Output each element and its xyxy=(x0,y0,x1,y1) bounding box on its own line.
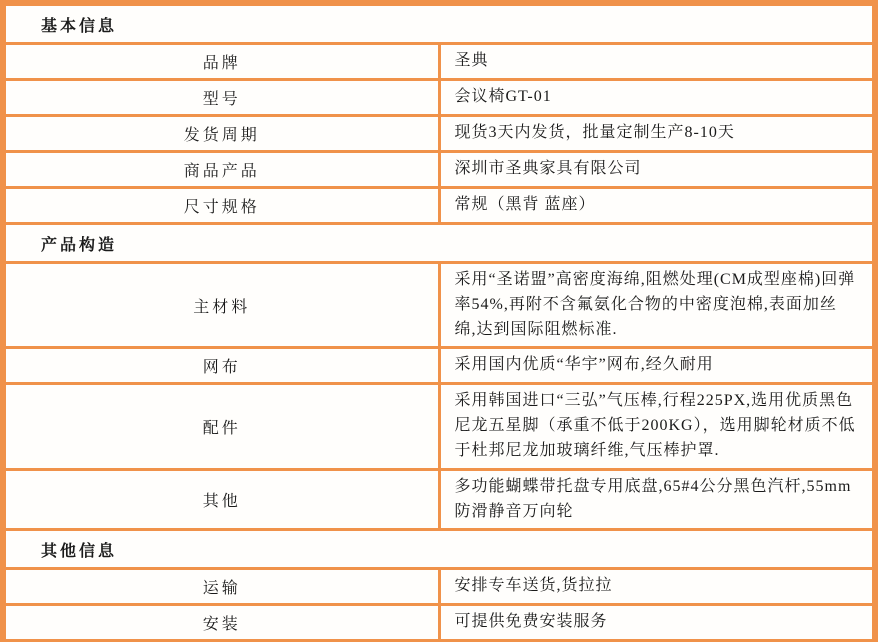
row-size-spec xyxy=(5,188,874,224)
spec-value-accessories: 采用韩国进口“三弘”气压棒,行程225PX,选用优质黑色尼龙五星脚（承重不低于200KG），选用脚轮材质不低于杜邦尼龙加玻璃纤维,气压棒护罩. xyxy=(439,384,874,469)
spec-value-shipping: 安排专车送货,货拉拉 xyxy=(439,569,874,605)
spec-value-other: 多功能蝴蝶带托盘专用底盘,65#4公分黑色汽杆,55mm防滑静音万向轮 xyxy=(439,469,874,530)
section-row-other-info xyxy=(5,530,874,569)
spec-label-brand: 品牌 xyxy=(5,44,440,80)
row-accessories xyxy=(5,384,874,469)
spec-value-main-material: 采用“圣诺盟”高密度海绵,阻燃处理(CM成型座棉)回弹率54%,再附不含氟氨化合物的中密度泡棉,表面加丝绵,达到国际阻燃标准. xyxy=(439,263,874,348)
section-header-basic-info: 基本信息 xyxy=(5,5,874,44)
spec-label-size-spec: 尺寸规格 xyxy=(5,188,440,224)
row-main-material xyxy=(5,263,874,348)
spec-label-mesh-fabric: 网布 xyxy=(5,348,440,384)
spec-label-accessories: 配件 xyxy=(5,384,440,469)
spec-value-model: 会议椅GT-01 xyxy=(439,80,874,116)
product-spec-table xyxy=(3,3,875,642)
spec-value-brand: 圣典 xyxy=(439,44,874,80)
spec-value-delivery-cycle: 现货3天内发货，批量定制生产8-10天 xyxy=(439,116,874,152)
section-header-other-info: 其他信息 xyxy=(5,530,874,569)
spec-label-shipping: 运输 xyxy=(5,569,440,605)
row-model xyxy=(5,80,874,116)
row-shipping xyxy=(5,569,874,605)
spec-label-installation: 安装 xyxy=(5,605,440,641)
spec-value-mesh-fabric: 采用国内优质“华宇”网布,经久耐用 xyxy=(439,348,874,384)
spec-label-other: 其他 xyxy=(5,469,440,530)
section-row-basic-info xyxy=(5,5,874,44)
section-row-product-structure xyxy=(5,224,874,263)
spec-label-product-company: 商品产品 xyxy=(5,152,440,188)
row-product-company xyxy=(5,152,874,188)
spec-value-installation: 可提供免费安装服务 xyxy=(439,605,874,641)
row-other xyxy=(5,469,874,530)
row-installation xyxy=(5,605,874,641)
row-delivery-cycle xyxy=(5,116,874,152)
spec-label-main-material: 主材料 xyxy=(5,263,440,348)
spec-value-product-company: 深圳市圣典家具有限公司 xyxy=(439,152,874,188)
section-header-product-structure: 产品构造 xyxy=(5,224,874,263)
spec-label-delivery-cycle: 发货周期 xyxy=(5,116,440,152)
spec-label-model: 型号 xyxy=(5,80,440,116)
spec-value-size-spec: 常规（黑背 蓝座） xyxy=(439,188,874,224)
row-brand xyxy=(5,44,874,80)
row-mesh-fabric xyxy=(5,348,874,384)
